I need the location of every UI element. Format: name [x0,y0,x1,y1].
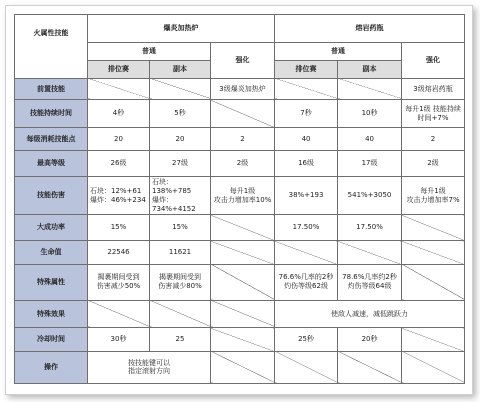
empty-cell [211,264,275,300]
empty-cell [88,78,150,99]
skill-2-normal-label: 普通 [275,42,402,60]
skill-2-dungeon-duration: 10秒 [338,100,402,128]
table-row [15,351,465,383]
row-label-operation: 操作 [15,351,88,383]
skill-2-enhanced-duration-text: 每升1级 技能持续时间+7% [405,104,461,122]
row-label-points: 每级消耗技能点 [15,128,88,151]
row-label-effect: 特殊效果 [15,300,88,328]
empty-cell [211,100,275,128]
damage-line: 每升1级 [420,187,446,195]
operation-line: 指定滚射方向 [128,367,170,376]
table-row [15,78,465,99]
empty-cell [150,300,211,328]
empty-cell [338,241,402,264]
skill-2-rank-damage: 38%+193 [275,177,338,215]
empty-cell [275,241,338,264]
table-row [15,215,465,241]
skill-1-enhanced-prereq: 3级爆炎加热炉 [211,78,275,99]
skill-1-operation [88,351,211,383]
empty-cell [211,241,275,264]
table-row [15,264,465,300]
attribute-line: 伤害减少50% [96,282,141,291]
skill-1-dungeon-points: 20 [150,128,211,151]
skill-1-enhanced-max-level: 2级 [211,151,275,177]
skill-2-dungeon-success: 17.50% [338,215,402,241]
skill-1-rank-duration: 4秒 [88,100,150,128]
skill-1-rank-cooldown: 30秒 [88,328,150,351]
skill-2-enhanced-label: 强化 [402,42,465,78]
empty-cell [338,78,402,99]
attribute-line: 76.6%几率的2秒 [278,273,334,282]
skill-1-rank-points: 20 [88,128,150,151]
empty-cell [402,351,465,383]
table-row [15,177,465,215]
skill-1-enhanced-damage [211,177,275,215]
row-label-success: 大成功率 [15,215,88,241]
empty-cell [402,215,465,241]
attribute-line: 揭裹期间受到 [97,273,140,282]
operation-line: 按技能键可以 [128,358,170,367]
empty-cell [275,78,338,99]
skill-1-rank-success: 15% [88,215,150,241]
row-label-cooldown: 冷却时间 [15,328,88,351]
skill-1-normal-label: 普通 [88,42,211,60]
skill-1-dungeon-cooldown: 25 [150,328,211,351]
row-label-duration: 技能持续时间 [15,100,88,128]
empty-cell [402,264,465,300]
skill-2-enhanced-points: 2 [402,128,465,151]
skill-1-enhanced-label: 强化 [211,42,275,78]
skill-2-rank-cooldown: 25秒 [275,328,338,351]
skill-2-rank-max-level: 16级 [275,151,338,177]
skill-1-name: 爆炎加热炉 [88,15,275,43]
skill-1-rank-damage [88,177,150,215]
skill-2-dungeon-max-level: 17级 [338,151,402,177]
damage-line: 爆炸：46%+234 [90,195,146,204]
row-label-hp: 生命值 [15,241,88,264]
skill-2-effect: 使敌人减速，减低跳跃力 [275,300,465,328]
empty-cell [150,78,211,99]
damage-line: 爆炸：734%+4152 [152,195,196,213]
skill-1-dungeon-duration: 5秒 [150,100,211,128]
skill-1-rank-max-level: 26级 [88,151,150,177]
table-row [15,100,465,128]
empty-cell [88,300,150,328]
table-row [15,128,465,151]
skill-2-rank-duration: 7秒 [275,100,338,128]
skill-2-enhanced-prereq: 3级熔岩药瓶 [402,78,465,99]
row-label-prereq: 前置技能 [15,78,88,99]
damage-line: 攻击力增加率7% [406,195,460,204]
empty-cell [402,328,465,351]
empty-cell [211,328,275,351]
skill-1-dungeon-header: 副本 [150,60,211,78]
empty-cell [275,351,338,383]
skill-comparison-table [14,14,465,384]
skill-2-rank-points: 40 [275,128,338,151]
empty-cell [338,351,402,383]
skill-2-dungeon-points: 40 [338,128,402,151]
header-row [15,15,465,43]
empty-cell [211,351,275,383]
damage-line: 石块：12%+61 [90,187,142,195]
skill-2-rank-attribute [275,264,338,300]
empty-cell [402,241,465,264]
skill-1-dungeon-damage [150,177,211,215]
damage-line: 每升1级 [229,187,256,195]
table-row [15,151,465,177]
empty-cell [211,300,275,328]
attribute-line: 揭裹期间受到 [159,273,201,282]
skill-2-dungeon-damage: 541%+3050 [338,177,402,215]
attribute-line: 伤害减少80% [158,282,202,291]
skill-2-name: 熔岩药瓶 [275,15,465,43]
skill-1-enhanced-points: 2 [211,128,275,151]
skill-2-rank-header: 排位赛 [275,60,338,78]
attribute-line: 灼伤等级62级 [284,282,328,291]
table-row [15,241,465,264]
table-row [15,328,465,351]
skill-1-rank-attribute [88,264,150,300]
skill-2-rank-success: 17.50% [275,215,338,241]
skill-1-dungeon-hp: 11621 [150,241,211,264]
skill-2-enhanced-duration [402,100,465,128]
attribute-line: 灼伤等级64级 [347,282,392,291]
skill-1-dungeon-max-level: 27级 [150,151,211,177]
skill-1-rank-hp: 22546 [88,241,150,264]
skill-2-dungeon-attribute [338,264,402,300]
damage-line: 石块：138%+785 [152,178,192,195]
skill-2-enhanced-damage [402,177,465,215]
skill-2-enhanced-max-level: 2级 [402,151,465,177]
skill-1-dungeon-success: 15% [150,215,211,241]
corner-label: 火属性技能 [15,15,88,79]
skill-2-dungeon-header: 副本 [338,60,402,78]
empty-cell [211,215,275,241]
row-label-attribute: 特殊属性 [15,264,88,300]
skill-1-rank-header: 排位赛 [88,60,150,78]
row-label-damage: 技能伤害 [15,177,88,215]
skill-2-dungeon-cooldown: 20秒 [338,328,402,351]
table-row [15,300,465,328]
attribute-line: 78.6%几率约2秒 [342,273,397,282]
damage-line: 攻击力增加率10% [213,195,272,204]
skill-1-dungeon-attribute [150,264,211,300]
row-label-max-level: 最高等级 [15,151,88,177]
